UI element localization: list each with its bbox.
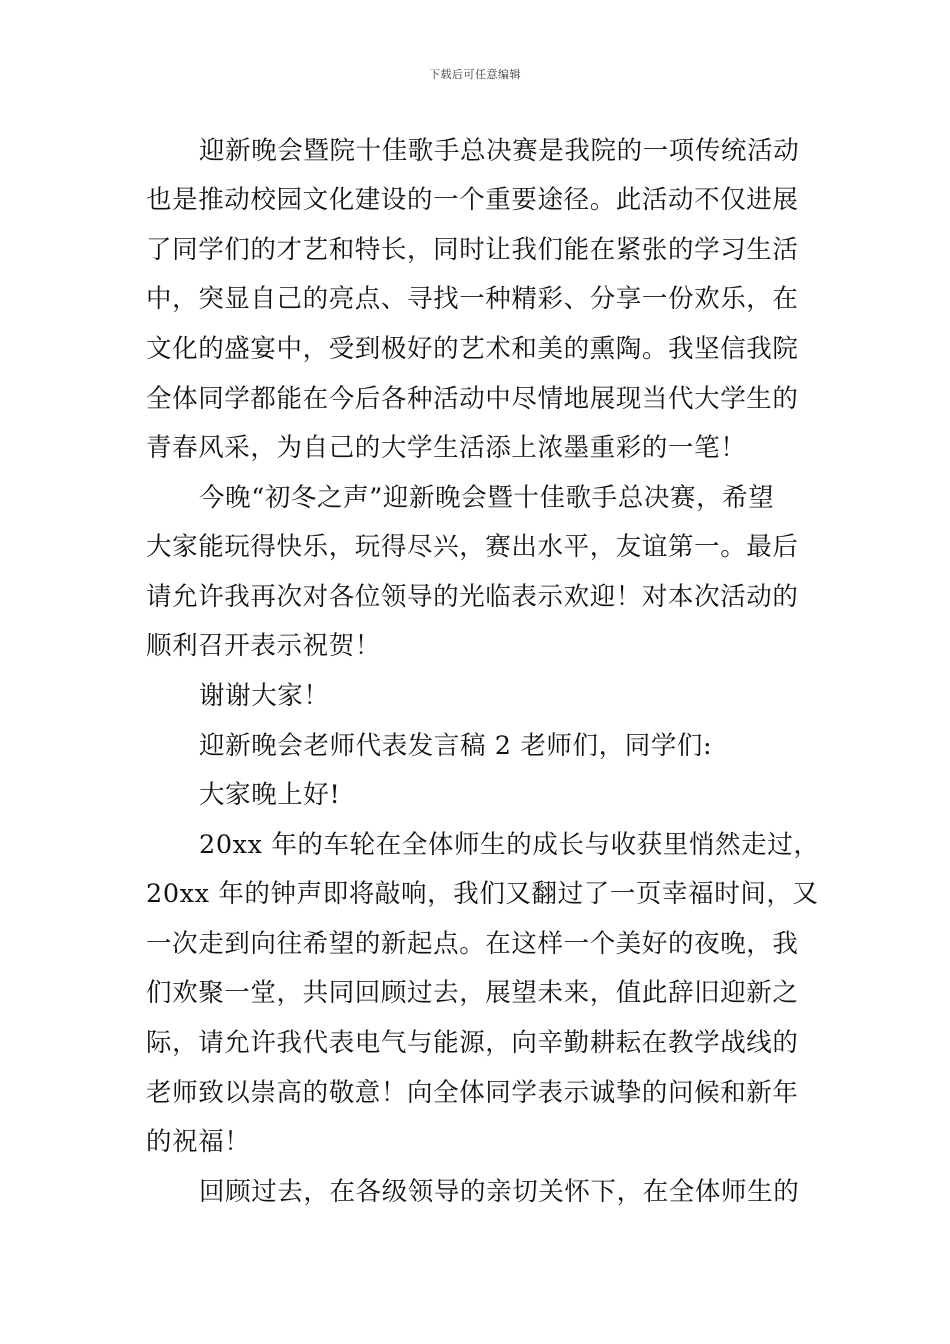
body-line: 老师致以崇高的敬意！向全体同学表示诚挚的问候和新年 [146, 1078, 799, 1108]
body-line: 迎新晚会暨院十佳歌手总决赛是我院的一项传统活动 [199, 136, 800, 166]
body-line: 的祝福！ [146, 1127, 251, 1157]
body-line: 谢谢大家！ [199, 681, 330, 711]
body-line: 20xx 年的钟声即将敲响，我们又翻过了一页幸福时间，又 [146, 879, 819, 909]
body-line: 青春风采，为自己的大学生活添上浓墨重彩的一笔！ [146, 433, 747, 463]
body-line: 迎新晚会老师代表发言稿 2 老师们，同学们: [199, 731, 713, 761]
body-line: 也是推动校园文化建设的一个重要途径。此活动不仅进展 [146, 185, 799, 215]
body-line: 今晚“初冬之声”迎新晚会暨十佳歌手总决赛，希望 [199, 483, 775, 513]
body-line: 文化的盛宴中，受到极好的艺术和美的熏陶。我坚信我院 [146, 334, 799, 364]
body-line: 际，请允许我代表电气与能源，向辛勤耕耘在教学战线的 [146, 1028, 799, 1058]
body-line: 大家晚上好! [199, 780, 341, 810]
header-note: 下载后可任意编辑 [429, 68, 521, 81]
body-line: 大家能玩得快乐，玩得尽兴，赛出水平，友谊第一。最后 [146, 532, 799, 562]
body-line: 请允许我再次对各位领导的光临表示欢迎！对本次活动的 [146, 582, 799, 612]
body-line: 们欢聚一堂，共同回顾过去，展望未来，值此辞旧迎新之 [146, 978, 799, 1008]
body-line: 全体同学都能在今后各种活动中尽情地展现当代大学生的 [146, 384, 799, 414]
body-line: 回顾过去，在各级领导的亲切关怀下，在全体师生的 [199, 1177, 800, 1207]
body-line: 一次走到向往希望的新起点。在这样一个美好的夜晚，我 [146, 929, 799, 959]
body-line: 顺利召开表示祝贺！ [146, 631, 381, 661]
body-line: 20xx 年的车轮在全体师生的成长与收获里悄然走过， [199, 830, 820, 860]
body-line: 了同学们的才艺和特长，同时让我们能在紧张的学习生活 [146, 235, 799, 265]
body-line: 中，突显自己的亮点、寻找一种精彩、分享一份欢乐，在 [146, 284, 799, 314]
